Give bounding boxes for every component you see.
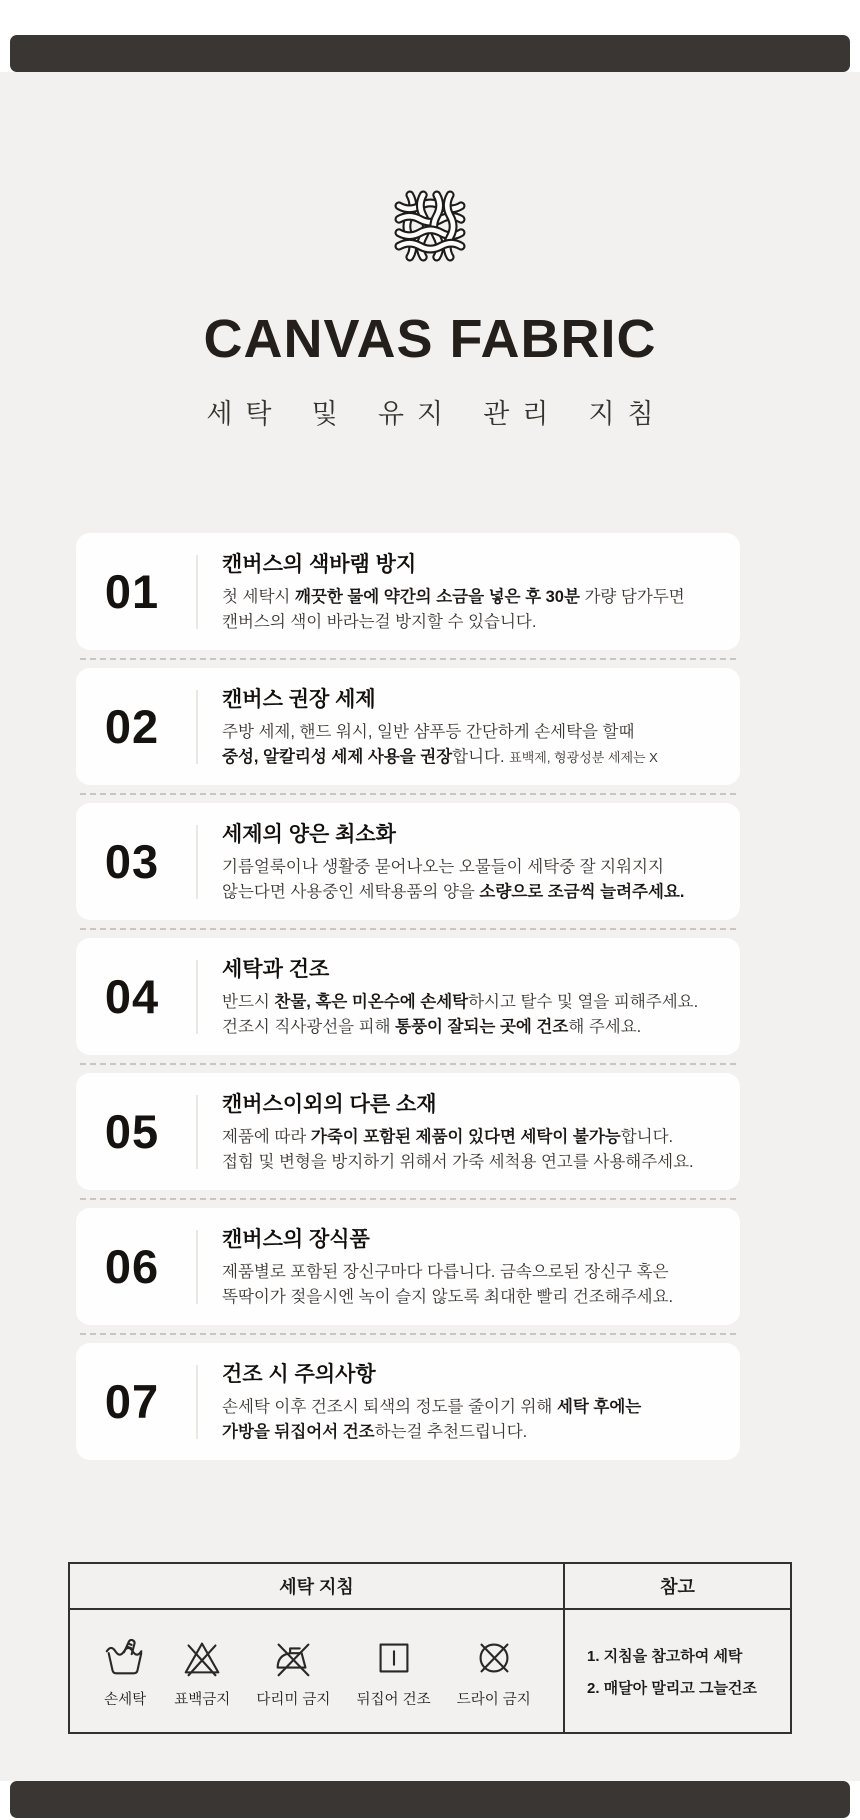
symbol-label: 손세탁 xyxy=(104,1692,147,1708)
no-dry-clean-icon xyxy=(471,1635,517,1681)
note-line-1: 1. 지침을 참고하여 세탁 xyxy=(587,1647,743,1665)
card-title: 건조 시 주의사항 xyxy=(222,1362,376,1386)
card-02 xyxy=(76,668,740,785)
top-divider-bar xyxy=(10,35,850,72)
card-separator xyxy=(80,1333,736,1335)
card-body: 제품에 따라 가죽이 포함된 제품이 있다면 세탁이 불가능합니다. 접힘 및 변형을 방지하기 위해서 가죽 세척용 연고를 사용해주세요. xyxy=(222,1127,694,1171)
symbol-no-bleach xyxy=(174,1635,230,1709)
card-number: 04 xyxy=(104,970,160,1023)
card-01 xyxy=(76,533,740,650)
care-table-body xyxy=(70,1610,790,1732)
card-body: 기름얼룩이나 생활중 묻어나오는 오물들이 세탁중 잘 지워지지 않는다면 사용중인 세탁용품의 양을 소량으로 조금씩 늘려주세요. xyxy=(222,857,685,901)
card-number: 05 xyxy=(104,1105,160,1158)
card-07 xyxy=(76,1343,740,1460)
symbol-no-dry-clean xyxy=(457,1635,531,1709)
card-title: 세제의 양은 최소화 xyxy=(222,822,396,846)
header-note: 참고 xyxy=(660,1577,695,1597)
card-body: 주방 세제, 핸드 워시, 일반 샴푸등 간단하게 손세탁을 할때 중성, 알칼리성 세제 사용을 권장합니다. 표백제, 형광성분 세제는 X xyxy=(222,722,658,766)
card-body: 손세탁 이후 건조시 퇴색의 정도를 줄이기 위해 세탁 후에는 가방을 뒤집어서 건조하는걸 추천드립니다. xyxy=(222,1397,642,1441)
card-separator xyxy=(80,1198,736,1200)
care-table-header xyxy=(70,1564,790,1610)
symbol-label: 표백금지 xyxy=(174,1692,231,1708)
card-body: 반드시 찬물, 혹은 미온수에 손세탁하시고 탈수 및 열을 피해주세요. 건조시 직사광선을 피해 통풍이 잘되는 곳에 건조해 주세요. xyxy=(222,992,699,1036)
card-separator xyxy=(80,1063,736,1065)
card-number: 02 xyxy=(104,700,160,753)
card-list xyxy=(76,533,740,1460)
card-number: 07 xyxy=(104,1375,160,1428)
header-wash-instructions: 세탁 지침 xyxy=(70,1564,565,1608)
care-symbol-table xyxy=(68,1562,792,1734)
card-separator xyxy=(80,793,736,795)
card-title: 세탁과 건조 xyxy=(222,957,330,981)
symbol-hand-wash xyxy=(102,1635,148,1709)
page-subtitle: 세탁 및 유지 관리 지침 xyxy=(206,399,667,429)
card-body: 첫 세탁시 깨끗한 물에 약간의 소금을 넣은 후 30분 가량 담가두면 캔버스의 색이 바라는걸 방지할 수 있습니다. xyxy=(222,587,685,631)
card-title: 캔버스 권장 세제 xyxy=(222,687,376,711)
card-number: 01 xyxy=(104,565,160,618)
note-line-2: 2. 매달아 말리고 그늘건조 xyxy=(587,1679,757,1697)
card-title: 캔버스의 장식품 xyxy=(222,1227,370,1251)
card-separator xyxy=(80,928,736,930)
symbol-label: 뒤집어 건조 xyxy=(356,1692,431,1708)
page-title: CANVAS FABRIC xyxy=(203,309,657,369)
card-number: 06 xyxy=(104,1240,160,1293)
card-04 xyxy=(76,938,740,1055)
content-section xyxy=(0,72,860,1781)
card-body: 제품별로 포함된 장신구마다 다릅니다. 금속으로된 장신구 혹은 똑딱이가 젖을시엔 녹이 슬지 않도록 최대한 빨리 건조해주세요. xyxy=(222,1262,674,1306)
inside-out-dry-icon xyxy=(371,1635,417,1681)
symbol-label: 다리미 금지 xyxy=(256,1692,331,1708)
card-05 xyxy=(76,1073,740,1190)
symbol-label: 드라이 금지 xyxy=(456,1692,531,1708)
no-bleach-icon xyxy=(179,1635,225,1681)
symbol-no-iron xyxy=(256,1635,330,1709)
card-title: 캔버스의 색바램 방지 xyxy=(222,552,417,576)
card-title: 캔버스이외의 다른 소재 xyxy=(222,1092,437,1116)
note-cell xyxy=(565,1610,790,1732)
card-number: 03 xyxy=(104,835,160,888)
card-06 xyxy=(76,1208,740,1325)
card-03 xyxy=(76,803,740,920)
card-separator xyxy=(80,658,736,660)
no-iron-icon xyxy=(270,1635,316,1681)
hand-wash-icon xyxy=(102,1635,148,1681)
symbol-inside-out-dry xyxy=(357,1635,431,1709)
bottom-divider-bar xyxy=(10,1781,850,1818)
fabric-weave-icon xyxy=(388,184,472,268)
